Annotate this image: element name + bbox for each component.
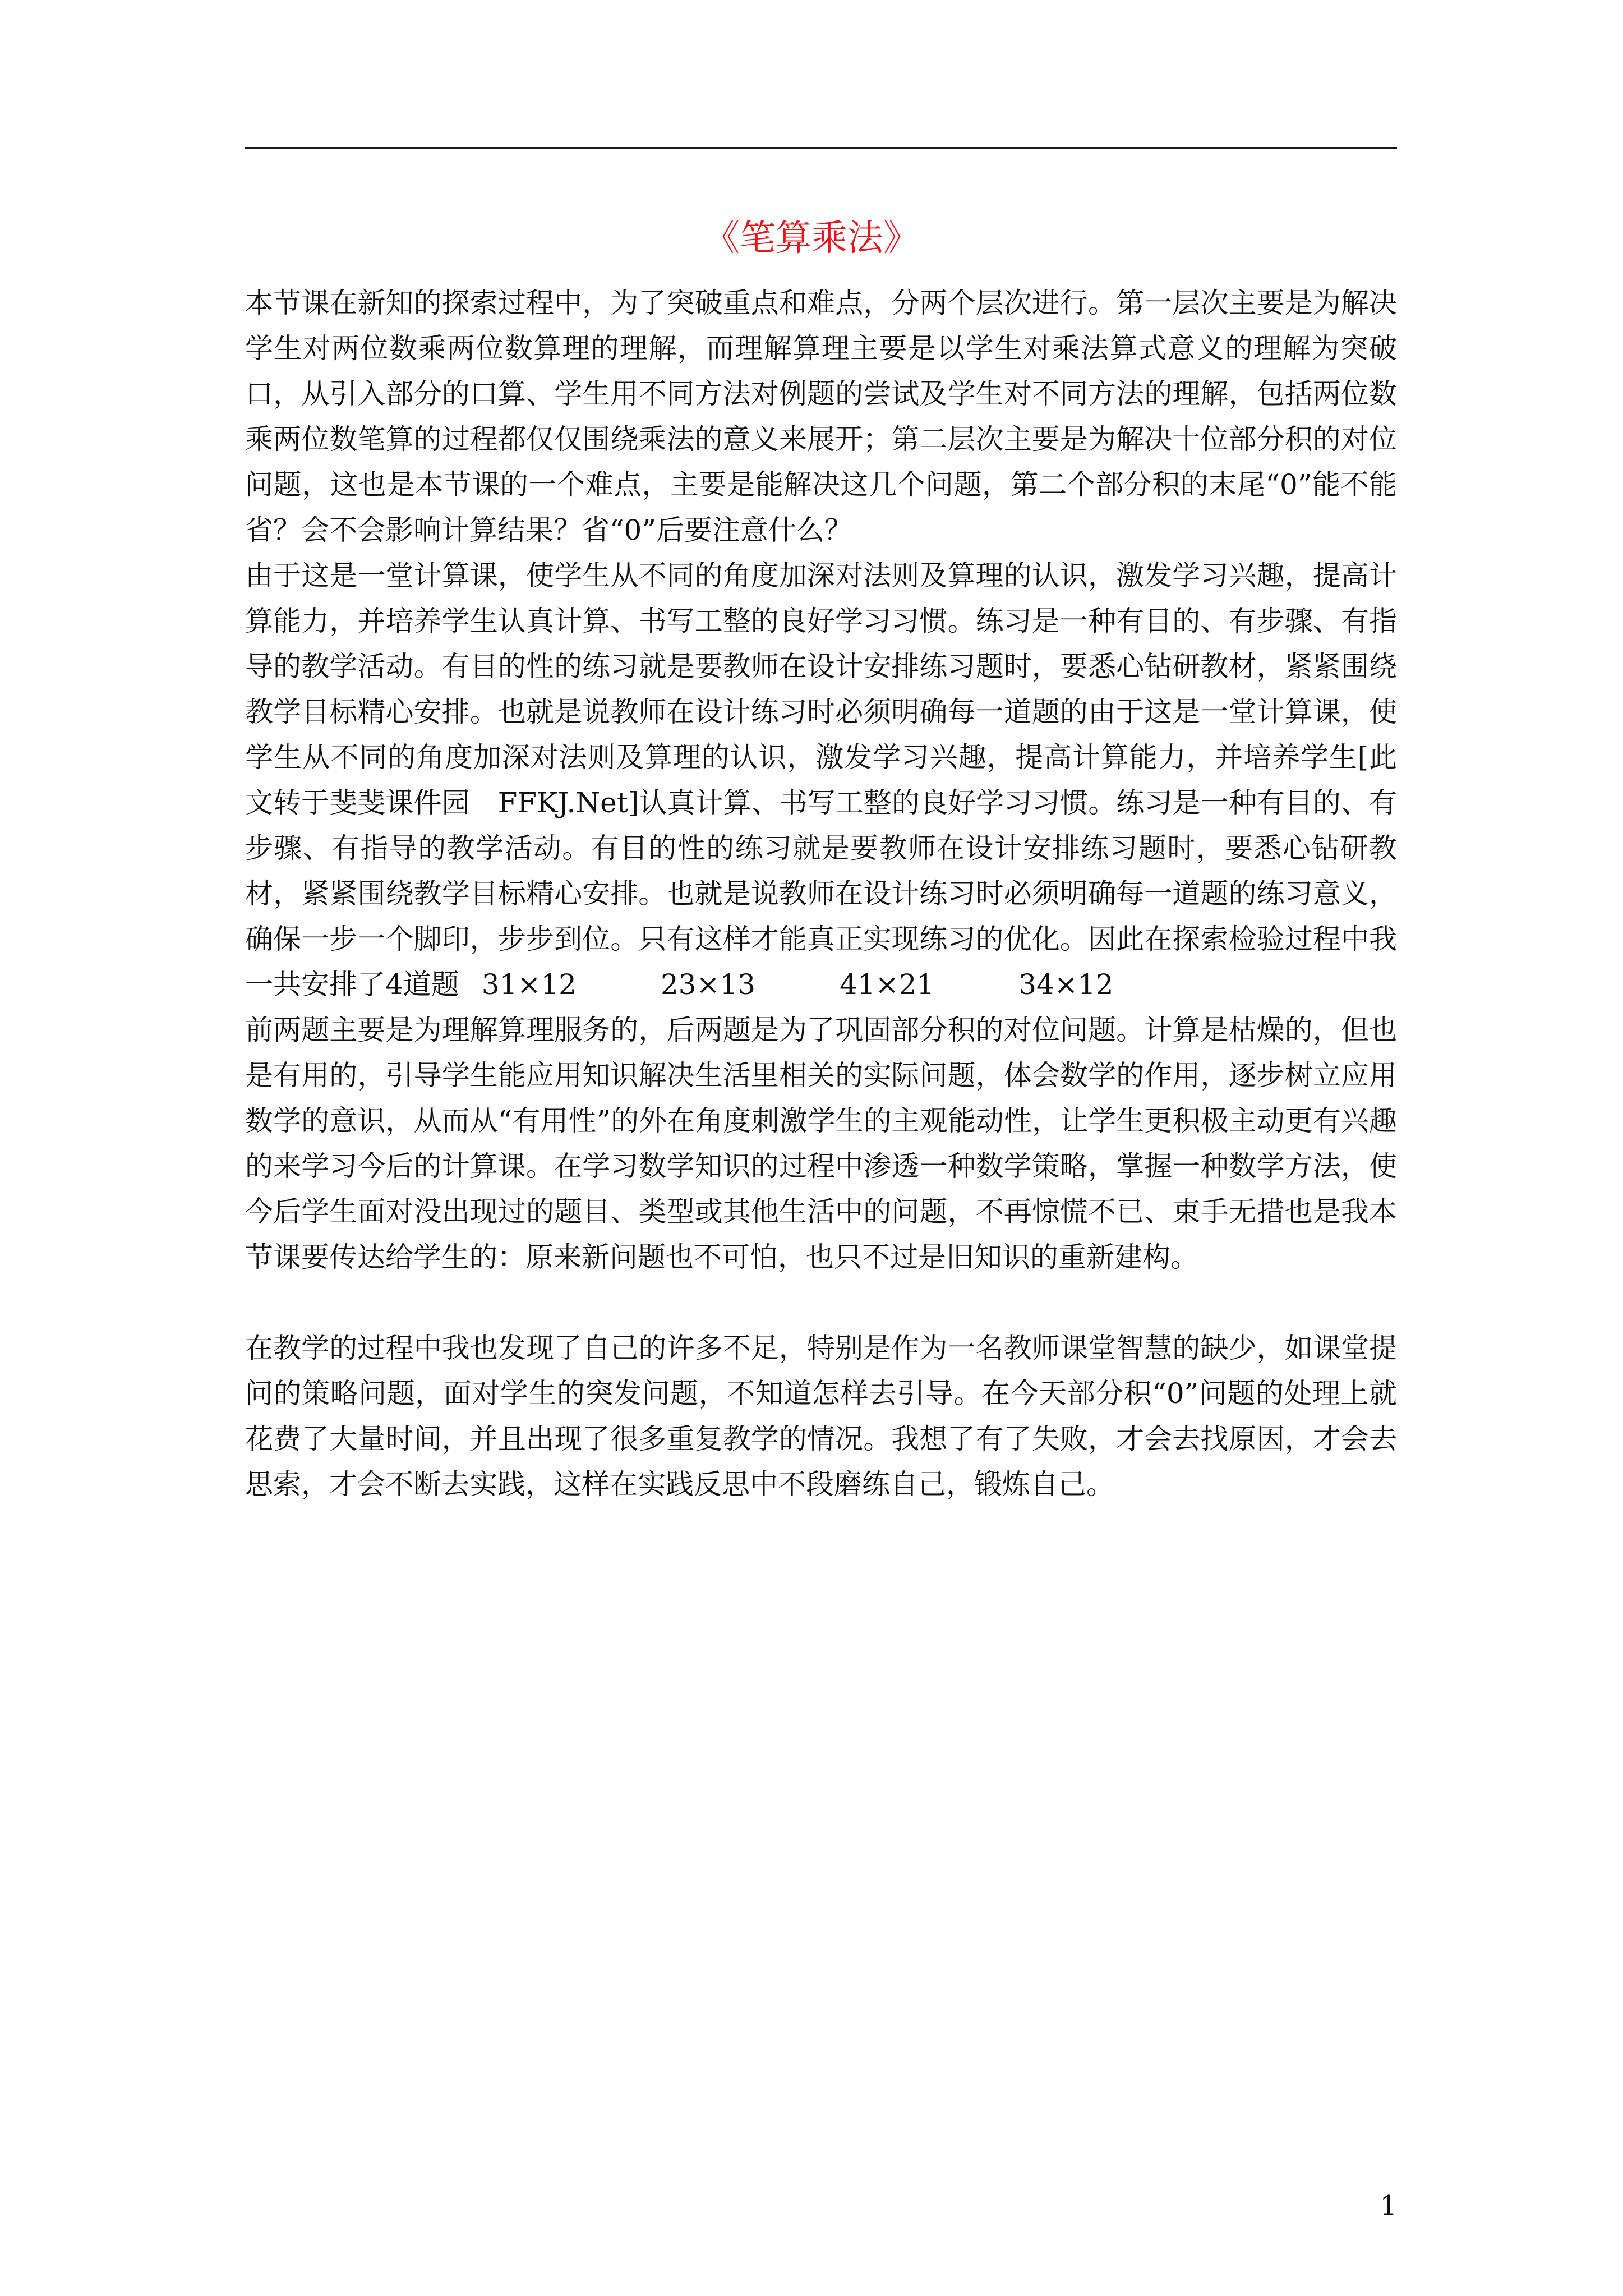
problem-item: 41×21 [840,968,935,1001]
problem-item: 23×13 [660,968,756,1001]
paragraph-1: 本节课在新知的探索过程中，为了突破重点和难点，分两个层次进行。第一层次主要是为解决学生对两位数乘两位数算理的理解，而理解算理主要是以学生对乘法算式意义的理解为突破口，从引入部分的口算、学生用不同方法对例题的尝试及学生对不同方法的理解，包括两位数乘两位数笔算的过程都仅仅围绕乘法的意义来展开；第二层次主要是为解决十位部分积的对位问题，这也是本节课的一个难点，主要是能解决这几个问题，第二个部分积的末尾“0”能不能省？会不会影响计算结果？省“0”后要注意什么？ [245,287,1397,546]
paragraph-2-text: 由于这是一堂计算课，使学生从不同的角度加深对法则及算理的认识，激发学习兴趣，提高计算能力，并培养学生认真计算、书写工整的良好学习习惯。练习是一种有目的、有步骤、有指导的教学活动。有目的性的练习就是要教师在设计安排练习题时，要悉心钻研教材，紧紧围绕教学目标精心安排。也就是说教师在设计练习时必须明确每一道题的由于这是一堂计算课，使学生从不同的角度加深对法则及算理的认识，激发学习兴趣，提高计算能力，并培养学生[此文转于斐斐课件园 FFKJ.Net]认真计算、书写工整的良好学习习惯。练习是一种有目的、有步骤、有指导的教学活动。有目的性的练习就是要教师在设计安排练习题时，要悉心钻研教材，紧紧围绕教学目标精心安排。也就是说教师在设计练习时必须明确每一道题的练习意义，确保一步一个脚印，步步到位。只有这样才能真正实现练习的优化。因此在探索检验过程中我一共安排了4道题 [245,559,1397,1001]
problem-item: 31×12 [481,968,577,1001]
document-body [245,280,1397,1507]
page-title: 《笔算乘法》 [704,218,919,259]
problem-list [459,968,1114,1001]
paragraph-4: 在教学的过程中我也发现了自己的许多不足，特别是作为一名教师课堂智慧的缺少，如课堂提问的策略问题，面对学生的突发问题，不知道怎样去引导。在今天部分积“0”问题的处理上就花费了大量时间，并且出现了很多重复教学的情况。我想了有了失败，才会去找原因，才会去思索，才会不断去实践，这样在实践反思中不段磨练自己，锻炼自己。 [245,1332,1397,1501]
header-rule [245,147,1397,149]
paragraph-2 [245,553,1397,1007]
problem-item: 34×12 [1018,968,1114,1001]
paragraph-3: 前两题主要是为理解算理服务的，后两题是为了巩固部分积的对位问题。计算是枯燥的，但也是有用的，引导学生能应用知识解决生活里相关的实际问题，体会数学的作用，逐步树立应用数学的意识，从而从“有用性”的外在角度刺激学生的主观能动性，让学生更积极主动更有兴趣的来学习今后的计算课。在学习数学知识的过程中渗透一种数学策略，掌握一种数学方法，使今后学生面对没出现过的题目、类型或其他生活中的问题，不再惊慌不已、束手无措也是我本节课要传达给学生的：原来新问题也不可怕，也只不过是旧知识的重新建构。 [245,1014,1397,1273]
page-number: 1 [1380,2190,1397,2221]
